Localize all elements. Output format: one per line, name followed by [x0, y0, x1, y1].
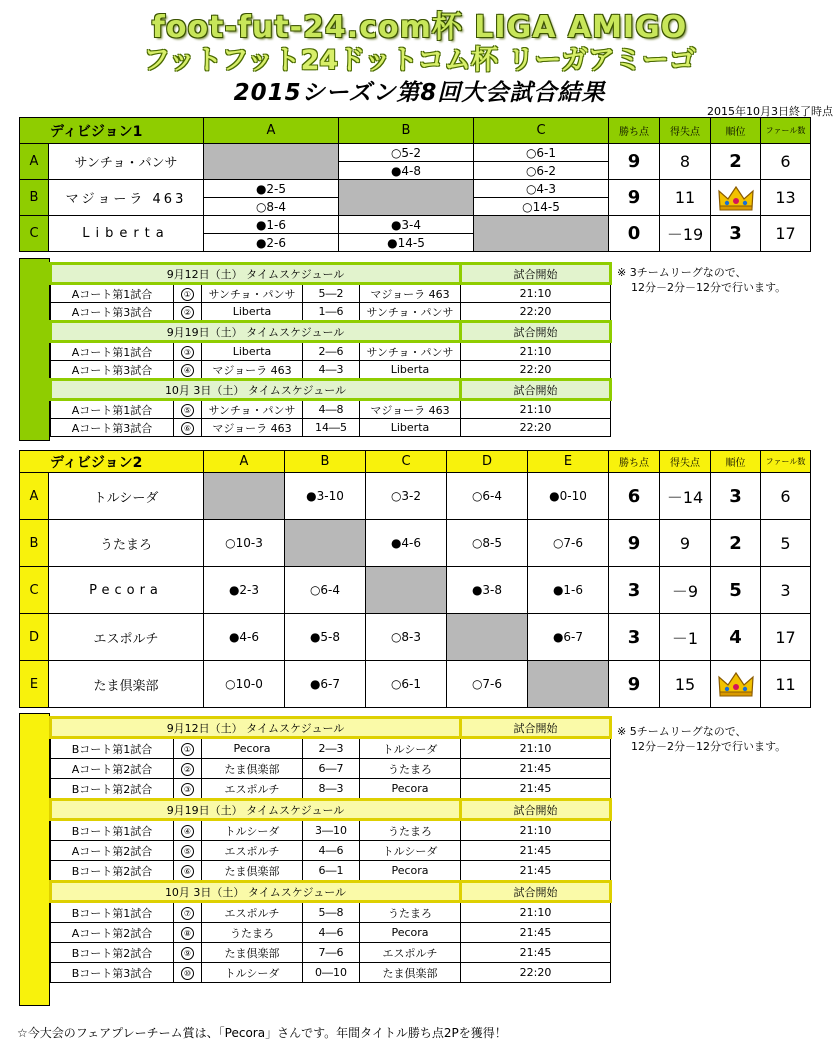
- goal-diff-value: 15: [660, 661, 711, 708]
- row-label: C: [20, 567, 49, 614]
- court: Aコート第1試合: [51, 284, 174, 303]
- goal-diff-value: －14: [660, 473, 711, 520]
- away-team: Pecora: [360, 923, 461, 943]
- division1-header: ディビジョン1: [20, 118, 204, 144]
- division1-schedule-sidebar: [19, 258, 50, 441]
- match-number: ⑩: [174, 963, 202, 983]
- result-cell: ○6-2: [474, 162, 609, 180]
- goal-diff-value: 8: [660, 144, 711, 180]
- team-name: エスポルチ: [49, 614, 204, 661]
- fouls-value: 6: [761, 473, 811, 520]
- start-time-header: 試合開始: [461, 380, 611, 400]
- fouls-header: ファール数: [761, 118, 811, 144]
- match-number: ③: [174, 779, 202, 800]
- points-value: 9: [609, 661, 660, 708]
- home-team: Liberta: [202, 303, 303, 322]
- crown-icon: [717, 184, 755, 212]
- rank-value: 3: [711, 473, 761, 520]
- kickoff-time: 22:20: [461, 419, 611, 437]
- row-label: B: [20, 180, 49, 216]
- rank-header: 順位: [711, 118, 761, 144]
- team-name: Pecora: [49, 567, 204, 614]
- points-header: 勝ち点: [609, 118, 660, 144]
- match-number: ⑤: [174, 400, 202, 419]
- col-header-c: C: [474, 118, 609, 144]
- result-cell: ○7-6: [528, 520, 609, 567]
- fouls-value: 5: [761, 520, 811, 567]
- points-value: 6: [609, 473, 660, 520]
- points-value: 0: [609, 216, 660, 252]
- match-number: ⑥: [174, 861, 202, 882]
- match-number: ①: [174, 738, 202, 759]
- as-of-date: 2015年10月3日終了時点: [707, 105, 833, 118]
- away-team: サンチョ・パンサ: [360, 303, 461, 322]
- goal-diff-value: 9: [660, 520, 711, 567]
- row-label: D: [20, 614, 49, 661]
- away-team: Pecora: [360, 779, 461, 800]
- kickoff-time: 21:10: [461, 738, 611, 759]
- goal-diff-value: －9: [660, 567, 711, 614]
- division2-header: ディビジョン2: [20, 451, 204, 473]
- result-cell: ○10-0: [204, 661, 285, 708]
- fouls-value: 6: [761, 144, 811, 180]
- row-label: A: [20, 473, 49, 520]
- col-header-a: A: [204, 451, 285, 473]
- division2-note: ※ 5チームリーグなので、 12分－2分－12分で行います。: [617, 725, 787, 753]
- score: 0―10: [303, 963, 360, 983]
- result-cell: ●2-5: [204, 180, 339, 198]
- result-cell: ○6-4: [447, 473, 528, 520]
- match-number: ④: [174, 361, 202, 380]
- rank-value: 3: [711, 216, 761, 252]
- rank-value: 5: [711, 567, 761, 614]
- kickoff-time: 21:45: [461, 923, 611, 943]
- away-team: エスポルチ: [360, 943, 461, 963]
- away-team: サンチョ・パンサ: [360, 342, 461, 361]
- court: Bコート第1試合: [51, 902, 174, 923]
- fouls-value: 3: [761, 567, 811, 614]
- away-team: うたまろ: [360, 820, 461, 841]
- match-number: ⑤: [174, 841, 202, 861]
- match-number: ②: [174, 303, 202, 322]
- rank-value: 2: [711, 520, 761, 567]
- title-english: foot-fut-24.com杯 LIGA AMIGO: [151, 10, 688, 45]
- away-team: うたまろ: [360, 759, 461, 779]
- court: Aコート第3試合: [51, 303, 174, 322]
- court: Aコート第3試合: [51, 419, 174, 437]
- self-match-cell: [474, 216, 609, 252]
- result-cell: ○5-2: [339, 144, 474, 162]
- court: Aコート第2試合: [51, 923, 174, 943]
- col-header-a: A: [204, 118, 339, 144]
- score: 8―3: [303, 779, 360, 800]
- schedule-day-header: 10月 3日（土） タイムスケジュール: [51, 380, 461, 400]
- rank-crown: [711, 661, 761, 708]
- goal-diff-header: 得失点: [660, 118, 711, 144]
- division2-schedule-table: [49, 716, 612, 983]
- division1-schedule-table: [49, 262, 612, 437]
- result-cell: ●3-10: [285, 473, 366, 520]
- row-label: C: [20, 216, 49, 252]
- result-cell: ●4-6: [204, 614, 285, 661]
- points-value: 3: [609, 567, 660, 614]
- away-team: Liberta: [360, 361, 461, 380]
- kickoff-time: 21:45: [461, 943, 611, 963]
- court: Aコート第2試合: [51, 759, 174, 779]
- court: Aコート第1試合: [51, 342, 174, 361]
- court: Bコート第2試合: [51, 779, 174, 800]
- score: 6―7: [303, 759, 360, 779]
- team-name: Liberta: [49, 216, 204, 252]
- rank-crown: [711, 180, 761, 216]
- col-header-b: B: [285, 451, 366, 473]
- away-team: マジョーラ 463: [360, 284, 461, 303]
- result-cell: ○14-5: [474, 198, 609, 216]
- score: 1―6: [303, 303, 360, 322]
- self-match-cell: [204, 144, 339, 180]
- division2-schedule-sidebar: [19, 713, 50, 1006]
- self-match-cell: [339, 180, 474, 216]
- home-team: たま倶楽部: [202, 861, 303, 882]
- fouls-value: 17: [761, 216, 811, 252]
- col-header-c: C: [366, 451, 447, 473]
- start-time-header: 試合開始: [461, 264, 611, 284]
- score: 4―3: [303, 361, 360, 380]
- result-cell: ○7-6: [447, 661, 528, 708]
- goal-diff-value: －19: [660, 216, 711, 252]
- kickoff-time: 22:20: [461, 303, 611, 322]
- score: 4―8: [303, 400, 360, 419]
- title-season-results: 2015シーズン第8回大会試合結果: [233, 80, 606, 106]
- score: 6―1: [303, 861, 360, 882]
- result-cell: ●6-7: [528, 614, 609, 661]
- kickoff-time: 21:45: [461, 759, 611, 779]
- kickoff-time: 21:45: [461, 841, 611, 861]
- division1-note: ※ 3チームリーグなので、 12分－2分－12分で行います。: [617, 266, 787, 294]
- court: Aコート第3試合: [51, 361, 174, 380]
- away-team: Pecora: [360, 861, 461, 882]
- home-team: エスポルチ: [202, 779, 303, 800]
- home-team: エスポルチ: [202, 841, 303, 861]
- fouls-value: 17: [761, 614, 811, 661]
- crown-icon: [717, 670, 755, 698]
- col-header-b: B: [339, 118, 474, 144]
- score: 14―5: [303, 419, 360, 437]
- row-label: A: [20, 144, 49, 180]
- result-cell: ●1-6: [528, 567, 609, 614]
- court: Bコート第2試合: [51, 861, 174, 882]
- match-number: ⑧: [174, 923, 202, 943]
- kickoff-time: 21:10: [461, 284, 611, 303]
- division2-standings-table: [19, 450, 811, 708]
- kickoff-time: 22:20: [461, 963, 611, 983]
- score: 2―6: [303, 342, 360, 361]
- points-value: 9: [609, 520, 660, 567]
- points-value: 9: [609, 180, 660, 216]
- start-time-header: 試合開始: [461, 718, 611, 738]
- schedule-day-header: 9月12日（土） タイムスケジュール: [51, 264, 461, 284]
- match-number: ⑥: [174, 419, 202, 437]
- match-number: ⑦: [174, 902, 202, 923]
- away-team: マジョーラ 463: [360, 400, 461, 419]
- schedule-day-header: 9月19日（土） タイムスケジュール: [51, 800, 461, 820]
- home-team: トルシーダ: [202, 820, 303, 841]
- start-time-header: 試合開始: [461, 322, 611, 342]
- home-team: エスポルチ: [202, 902, 303, 923]
- result-cell: ●3-8: [447, 567, 528, 614]
- points-value: 3: [609, 614, 660, 661]
- col-header-e: E: [528, 451, 609, 473]
- col-header-d: D: [447, 451, 528, 473]
- result-cell: ●5-8: [285, 614, 366, 661]
- start-time-header: 試合開始: [461, 882, 611, 902]
- result-cell: ●6-7: [285, 661, 366, 708]
- self-match-cell: [447, 614, 528, 661]
- score: 4―6: [303, 841, 360, 861]
- home-team: Pecora: [202, 738, 303, 759]
- court: Bコート第3試合: [51, 963, 174, 983]
- result-cell: ●4-6: [366, 520, 447, 567]
- self-match-cell: [366, 567, 447, 614]
- result-cell: ●3-4: [339, 216, 474, 234]
- score: 7―6: [303, 943, 360, 963]
- kickoff-time: 21:10: [461, 342, 611, 361]
- schedule-day-header: 10月 3日（土） タイムスケジュール: [51, 882, 461, 902]
- team-name: サンチョ・パンサ: [49, 144, 204, 180]
- team-name: トルシーダ: [49, 473, 204, 520]
- result-cell: ○6-1: [366, 661, 447, 708]
- self-match-cell: [528, 661, 609, 708]
- team-name: たま倶楽部: [49, 661, 204, 708]
- goal-diff-value: －1: [660, 614, 711, 661]
- fouls-value: 13: [761, 180, 811, 216]
- home-team: トルシーダ: [202, 963, 303, 983]
- result-cell: ●14-5: [339, 234, 474, 252]
- away-team: トルシーダ: [360, 738, 461, 759]
- rank-value: 2: [711, 144, 761, 180]
- result-cell: ○6-4: [285, 567, 366, 614]
- result-cell: ●1-6: [204, 216, 339, 234]
- match-number: ③: [174, 342, 202, 361]
- division1-standings-table: [19, 117, 811, 252]
- away-team: トルシーダ: [360, 841, 461, 861]
- fouls-header: ファール数: [761, 451, 811, 473]
- points-value: 9: [609, 144, 660, 180]
- team-name: うたまろ: [49, 520, 204, 567]
- match-number: ②: [174, 759, 202, 779]
- home-team: マジョーラ 463: [202, 419, 303, 437]
- result-cell: ○10-3: [204, 520, 285, 567]
- kickoff-time: 21:45: [461, 861, 611, 882]
- schedule-day-header: 9月19日（土） タイムスケジュール: [51, 322, 461, 342]
- title-katakana: フットフット24ドットコム杯 リーガアミーゴ: [143, 45, 696, 76]
- result-cell: ○4-3: [474, 180, 609, 198]
- result-cell: ●4-8: [339, 162, 474, 180]
- result-cell: ○3-2: [366, 473, 447, 520]
- home-team: うたまろ: [202, 923, 303, 943]
- home-team: たま倶楽部: [202, 759, 303, 779]
- goal-diff-header: 得失点: [660, 451, 711, 473]
- home-team: Liberta: [202, 342, 303, 361]
- rank-value: 4: [711, 614, 761, 661]
- points-header: 勝ち点: [609, 451, 660, 473]
- away-team: たま倶楽部: [360, 963, 461, 983]
- result-cell: ●2-6: [204, 234, 339, 252]
- score: 5―2: [303, 284, 360, 303]
- kickoff-time: 21:10: [461, 400, 611, 419]
- score: 4―6: [303, 923, 360, 943]
- match-number: ⑨: [174, 943, 202, 963]
- team-name: マジョーラ 463: [49, 180, 204, 216]
- start-time-header: 試合開始: [461, 800, 611, 820]
- schedule-day-header: 9月12日（土） タイムスケジュール: [51, 718, 461, 738]
- away-team: Liberta: [360, 419, 461, 437]
- court: Bコート第1試合: [51, 820, 174, 841]
- court: Aコート第1試合: [51, 400, 174, 419]
- self-match-cell: [285, 520, 366, 567]
- result-cell: ●0-10: [528, 473, 609, 520]
- court: Bコート第2試合: [51, 943, 174, 963]
- result-cell: ●2-3: [204, 567, 285, 614]
- home-team: たま倶楽部: [202, 943, 303, 963]
- result-cell: ○8-4: [204, 198, 339, 216]
- kickoff-time: 21:45: [461, 779, 611, 800]
- kickoff-time: 21:10: [461, 902, 611, 923]
- court: Bコート第1試合: [51, 738, 174, 759]
- fouls-value: 11: [761, 661, 811, 708]
- home-team: サンチョ・パンサ: [202, 400, 303, 419]
- score: 2―3: [303, 738, 360, 759]
- score: 3―10: [303, 820, 360, 841]
- match-number: ④: [174, 820, 202, 841]
- rank-header: 順位: [711, 451, 761, 473]
- result-cell: ○8-3: [366, 614, 447, 661]
- row-label: E: [20, 661, 49, 708]
- row-label: B: [20, 520, 49, 567]
- kickoff-time: 22:20: [461, 361, 611, 380]
- court: Aコート第2試合: [51, 841, 174, 861]
- score: 5―8: [303, 902, 360, 923]
- result-cell: ○6-1: [474, 144, 609, 162]
- match-number: ①: [174, 284, 202, 303]
- kickoff-time: 21:10: [461, 820, 611, 841]
- goal-diff-value: 11: [660, 180, 711, 216]
- away-team: うたまろ: [360, 902, 461, 923]
- result-cell: ○8-5: [447, 520, 528, 567]
- fair-play-award-note: ☆今大会のフェアプレーチーム賞は、「Pecora」さんです。年間タイトル勝ち点2Pを獲得！: [17, 1026, 507, 1040]
- home-team: マジョーラ 463: [202, 361, 303, 380]
- self-match-cell: [204, 473, 285, 520]
- home-team: サンチョ・パンサ: [202, 284, 303, 303]
